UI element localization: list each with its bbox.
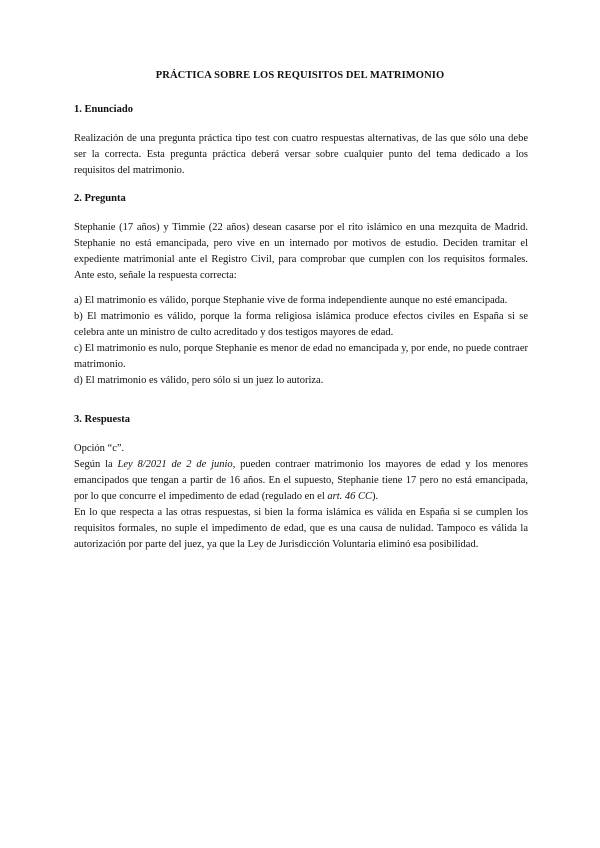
- document-title: PRÁCTICA SOBRE LOS REQUISITOS DEL MATRIMONIO: [155, 70, 445, 81]
- heading-respuesta: 3. Respuesta: [74, 414, 131, 425]
- heading-pregunta: 2. Pregunta: [74, 193, 126, 204]
- respuesta-p1-before: Según la: [74, 459, 118, 470]
- respuesta-option: Opción “c”.: [74, 443, 125, 454]
- option-a: a) El matrimonio es válido, porque Stephanie vive de forma independiente aunque no esté emancipada.: [74, 295, 508, 306]
- enunciado-paragraph: [74, 131, 528, 179]
- law-reference: Ley 8/2021 de 2 de junio: [117, 459, 233, 470]
- respuesta-explanation-2: En lo que respecta a las otras respuestas, si bien la forma islámica es válida en España si se cumplen los requisitos formales, no suple el impedimento de edad, que es una causa de nulidad. Tampoco es válida la autorización por parte del juez, ya que la Ley de Jurisdicción Voluntaria eliminó esa posibilidad.: [74, 507, 528, 550]
- pregunta-text: Stephanie (17 años) y Timmie (22 años) desean casarse por el rito islámico en una mezquita de Madrid. Stephanie no está emancipada, pero vive en un internado por motivos de estudio. Deciden tramitar el expediente matrimonial ante el Registro Civil, para comprobar que cumplen con los requisitos formales. Ante esto, señale la respuesta correcta:: [74, 222, 528, 281]
- respuesta-p1-after: ).: [372, 491, 379, 502]
- respuesta-p1-middle: , pueden contraer matrimonio los mayores de edad y los menores emancipados que tengan a partir de 16 años. En el supuesto, Stephanie tiene 17 pero no está emancipada, por lo que concurre el impedimento de edad (regulado en el: [74, 459, 529, 502]
- options-list: [74, 293, 528, 389]
- option-d: d) El matrimonio es válido, pero sólo si un juez lo autoriza.: [74, 375, 324, 386]
- option-b: b) El matrimonio es válido, porque la forma religiosa islámica produce efectos civiles en España si se celebra ante un ministro de culto acreditado y dos testigos mayores de edad.: [74, 311, 528, 338]
- respuesta-explanation-1: [74, 457, 528, 505]
- enunciado-text: Realización de una pregunta práctica tipo test con cuatro respuestas alternativas, de las que sólo una debe ser la correcta. Esta pregunta práctica deberá versar sobre cualquier punto del tema dedicado a los requisitos del matrimonio.: [74, 133, 528, 176]
- option-c: c) El matrimonio es nulo, porque Stephanie es menor de edad no emancipada y, por ende, no puede contraer matrimonio.: [74, 343, 528, 370]
- respuesta-paragraph: [74, 441, 528, 553]
- pregunta-paragraph: [74, 220, 528, 284]
- heading-enunciado: 1. Enunciado: [74, 104, 133, 115]
- article-reference: art. 46 CC: [327, 491, 372, 502]
